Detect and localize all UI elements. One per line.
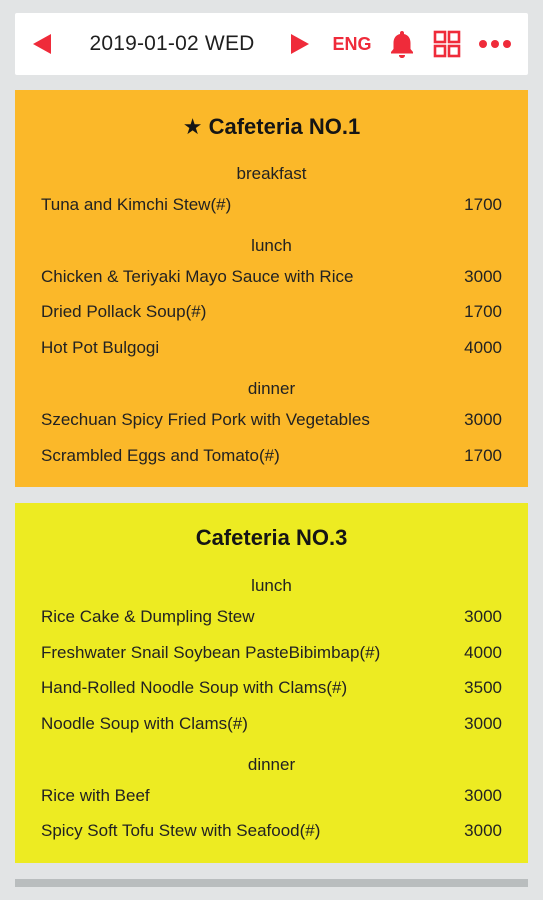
prev-arrow-icon xyxy=(31,32,53,56)
menu-item-name: Tuna and Kimchi Stew(#) xyxy=(41,195,232,214)
menu-row xyxy=(41,678,502,700)
menu-item-price: 3000 xyxy=(464,267,502,286)
menu-item-name: Chicken & Teriyaki Mayo Sauce with Rice xyxy=(41,267,354,286)
cafeteria-title: ★ Cafeteria NO.1 xyxy=(182,114,361,139)
language-label: ENG xyxy=(332,33,372,54)
menu-item-price: 3000 xyxy=(464,607,502,626)
menu-item-name: Freshwater Snail Soybean PasteBibimbap(#) xyxy=(41,643,381,662)
menu-row xyxy=(41,821,502,843)
date-label: 2019-01-02 WED xyxy=(89,32,255,55)
menu-row xyxy=(41,410,502,432)
menu-item-name: Scrambled Eggs and Tomato(#) xyxy=(41,446,280,465)
grid-view-button[interactable] xyxy=(432,13,462,75)
menu-item-price: 4000 xyxy=(464,338,502,357)
menu-item-name: Rice with Beef xyxy=(41,786,150,805)
prev-day-button[interactable] xyxy=(29,13,55,75)
menu-item-price: 3000 xyxy=(464,714,502,733)
next-card-edge xyxy=(15,879,528,887)
menu-item-name: Rice Cake & Dumpling Stew xyxy=(41,607,255,626)
menu-row xyxy=(41,786,502,808)
next-day-button[interactable] xyxy=(287,13,313,75)
menu-row xyxy=(41,338,502,360)
menu-item-price: 3000 xyxy=(464,410,502,429)
menu-row xyxy=(41,607,502,629)
meal-label-lunch: lunch xyxy=(251,576,292,595)
menu-row xyxy=(41,302,502,324)
menu-item-price: 3000 xyxy=(464,786,502,805)
menu-item-price: 4000 xyxy=(464,643,502,662)
next-arrow-icon xyxy=(289,32,311,56)
menu-item-price: 3000 xyxy=(464,821,502,840)
menu-item-name: Hot Pot Bulgogi xyxy=(41,338,160,357)
menu-item-price: 1700 xyxy=(464,195,502,214)
menu-item-name: Spicy Soft Tofu Stew with Seafood(#) xyxy=(41,821,321,840)
language-toggle[interactable] xyxy=(327,13,377,75)
cafeteria-card xyxy=(15,90,528,487)
menu-item-price: 1700 xyxy=(464,302,502,321)
top-bar xyxy=(15,13,528,75)
more-options-button[interactable] xyxy=(476,13,514,75)
meal-label-dinner: dinner xyxy=(247,379,296,398)
menu-item-name: Dried Pollack Soup(#) xyxy=(41,302,207,321)
menu-item-name: Szechuan Spicy Fried Pork with Vegetables xyxy=(41,410,370,429)
menu-row xyxy=(41,643,502,665)
cafeteria-title: Cafeteria NO.3 xyxy=(195,525,348,550)
menu-row xyxy=(41,267,502,289)
menu-item-name: Hand-Rolled Noodle Soup with Clams(#) xyxy=(41,678,348,697)
menu-item-price: 1700 xyxy=(464,446,502,465)
menu-row xyxy=(41,195,502,217)
bell-icon xyxy=(389,29,415,59)
meal-label-breakfast: breakfast xyxy=(236,164,307,183)
meal-label-dinner: dinner xyxy=(247,755,296,774)
notification-button[interactable] xyxy=(387,13,417,75)
menu-item-price: 3500 xyxy=(464,678,502,697)
menu-item-name: Noodle Soup with Clams(#) xyxy=(41,714,248,733)
meal-label-lunch: lunch xyxy=(251,236,292,255)
menu-row xyxy=(41,446,502,468)
date-display[interactable] xyxy=(71,13,273,75)
more-icon xyxy=(478,39,512,49)
cafeteria-card xyxy=(15,503,528,863)
menu-row xyxy=(41,714,502,736)
grid-icon xyxy=(433,30,461,58)
